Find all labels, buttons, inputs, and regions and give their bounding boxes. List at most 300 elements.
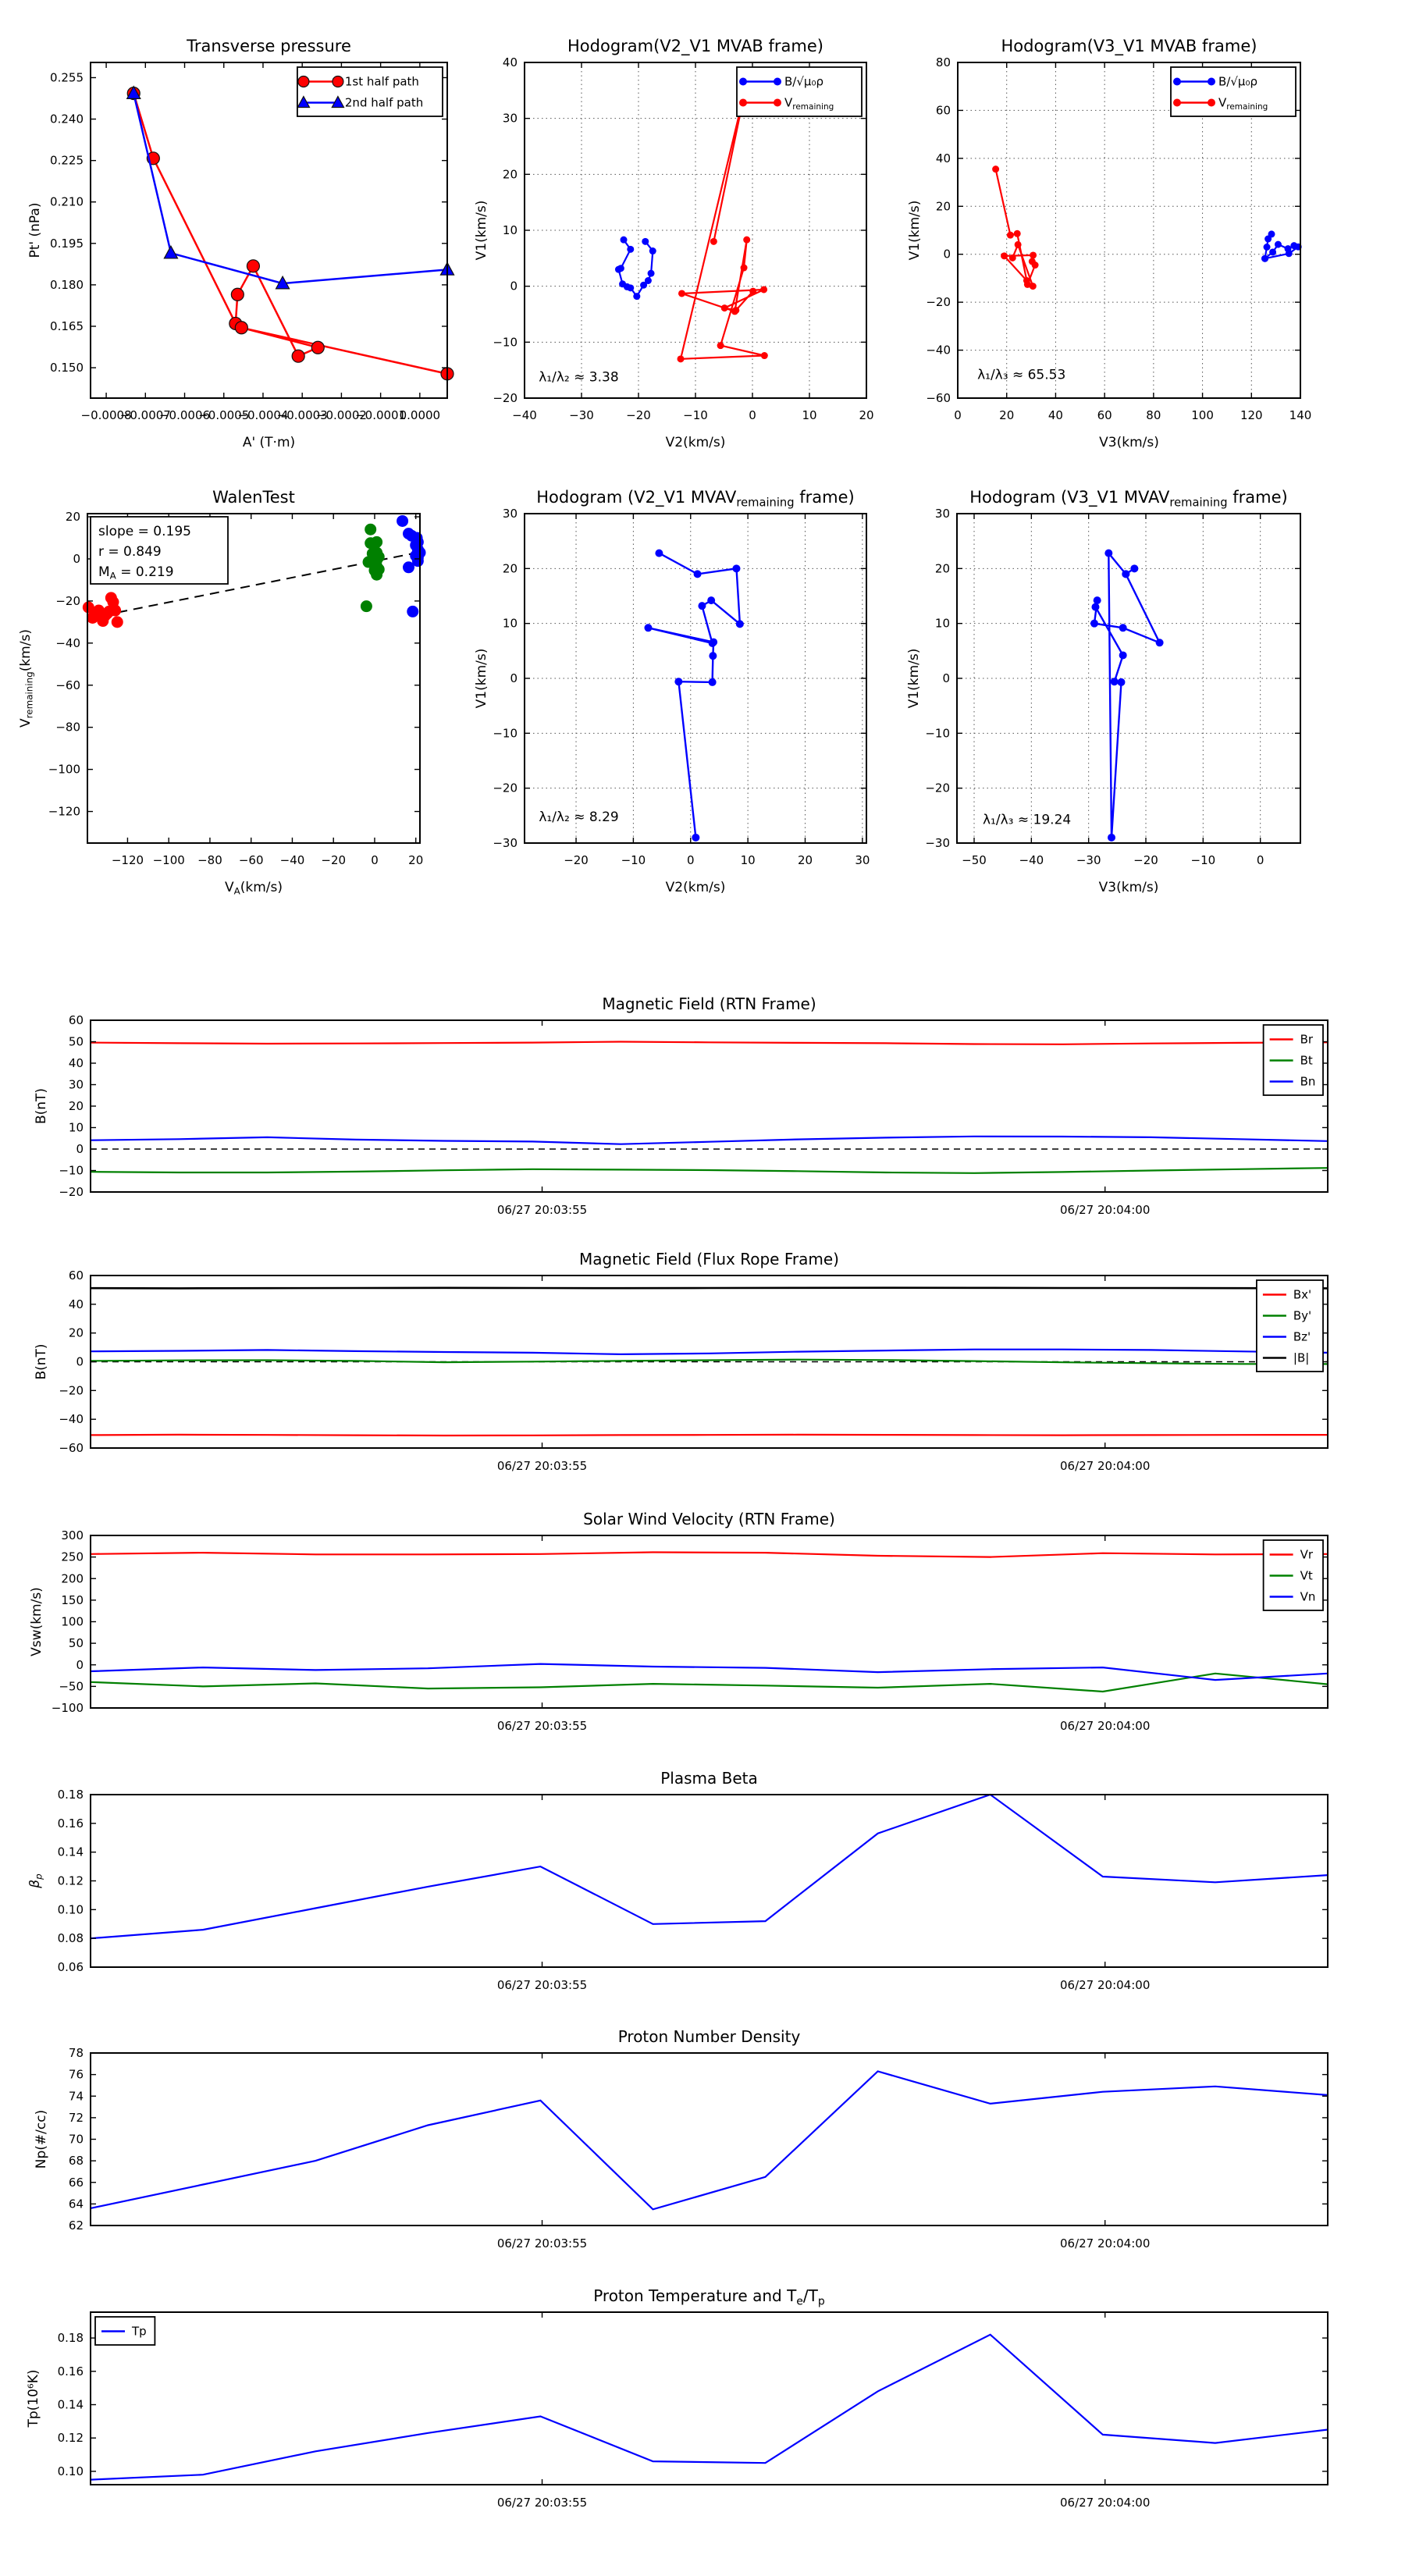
chart-hodogram-v3v1-mvab — [907, 37, 1311, 450]
y-tick-label: −40 — [59, 1412, 84, 1427]
x-tick-label: 06/27 20:03:55 — [496, 1719, 588, 1733]
marker-dot — [698, 602, 706, 610]
chart-title: Solar Wind Velocity (RTN Frame) — [583, 1510, 835, 1528]
y-tick-label: 30 — [502, 507, 518, 521]
chart-proton-temperature — [26, 2286, 1328, 2510]
marker-dot — [1208, 78, 1215, 86]
marker-dot — [615, 266, 622, 273]
x-tick-label: −0.0002 — [315, 408, 367, 422]
marker-dot — [743, 237, 750, 244]
marker-dot — [648, 270, 655, 277]
series-line — [91, 1674, 1328, 1692]
y-tick-label: 0.12 — [57, 2431, 84, 2446]
series-V-remaining-path — [644, 550, 743, 841]
chart-mf-fluxrope — [34, 1250, 1328, 1473]
x-tick-label: −100 — [152, 853, 185, 867]
series-line — [91, 2072, 1328, 2210]
marker-dot — [1156, 639, 1164, 646]
stats-box — [91, 517, 228, 584]
legend-label: Br — [1300, 1032, 1314, 1047]
marker-dot — [642, 238, 649, 245]
series-line — [91, 1137, 1328, 1144]
y-tick-label: 0 — [510, 279, 518, 294]
y-tick-label: 10 — [502, 223, 518, 237]
marker-circle — [231, 288, 244, 301]
legend — [1264, 1025, 1323, 1095]
marker-dot — [732, 564, 740, 572]
series-line — [91, 1435, 1328, 1436]
series-V-remaining — [678, 84, 768, 363]
legend — [1264, 1540, 1323, 1610]
axis-ticks — [91, 2053, 1328, 2226]
y-tick-label: −20 — [493, 391, 518, 405]
y-tick-label: 20 — [502, 561, 518, 576]
y-tick-label: −80 — [55, 720, 80, 735]
y-tick-label: 76 — [68, 2067, 84, 2082]
y-axis-label: Np(#/cc) — [34, 2109, 49, 2169]
x-tick-label: 06/27 20:03:55 — [496, 2496, 588, 2510]
marker-dot — [1208, 99, 1215, 107]
marker-dot — [694, 570, 702, 578]
series-first-interval — [83, 592, 123, 628]
y-tick-label: 80 — [935, 55, 951, 69]
marker-dot — [112, 616, 123, 628]
y-tick-label: 300 — [61, 1528, 84, 1542]
y-tick-label: −100 — [48, 762, 80, 777]
legend-label: 1st half path — [344, 74, 419, 89]
legend-label: B/√μ₀ρ — [784, 74, 823, 89]
marker-dot — [1009, 254, 1016, 262]
marker-dot — [1275, 241, 1282, 248]
marker-dot — [361, 600, 372, 612]
y-tick-label: 0 — [942, 671, 950, 685]
marker-dot — [721, 304, 728, 311]
marker-dot — [1030, 251, 1037, 258]
x-tick-label: 06/27 20:04:00 — [1060, 1719, 1151, 1733]
chart-proton-density — [34, 2027, 1328, 2250]
marker-dot — [627, 246, 634, 253]
chart-hodogram-v2v1-mvab — [474, 37, 874, 450]
y-tick-label: 40 — [68, 1297, 84, 1311]
marker-dot — [621, 237, 628, 244]
y-tick-label: 0.18 — [57, 2331, 84, 2346]
y-tick-label: 0.210 — [50, 194, 84, 209]
y-tick-label: 0.195 — [50, 236, 84, 251]
marker-dot — [1264, 236, 1272, 243]
marker-dot — [678, 290, 685, 297]
marker-dot — [1094, 596, 1101, 604]
x-tick-label: −20 — [626, 408, 651, 422]
y-tick-label: −20 — [59, 1185, 84, 1199]
chart-title: Magnetic Field (Flux Rope Frame) — [579, 1250, 839, 1268]
marker-dot — [644, 624, 652, 632]
legend-label: $V_{remaining}$ — [784, 95, 834, 112]
y-tick-label: 70 — [68, 2132, 84, 2147]
x-tick-label: −0.0004 — [237, 408, 289, 422]
marker-dot — [709, 652, 717, 660]
y-tick-label: −60 — [55, 678, 80, 692]
series-V-remaining — [992, 165, 1038, 290]
series-line — [996, 169, 1036, 286]
x-tick-label: 06/27 20:04:00 — [1060, 1978, 1151, 1992]
y-tick-label: 20 — [502, 167, 518, 182]
y-tick-label: 50 — [68, 1636, 84, 1651]
x-tick-label: −40 — [512, 408, 537, 422]
y-tick-label: 50 — [68, 1034, 84, 1049]
y-axis-label: $\beta_p$ — [27, 1873, 44, 1888]
y-tick-label: 150 — [61, 1592, 84, 1607]
marker-dot — [1091, 603, 1099, 611]
y-tick-label: −10 — [925, 726, 950, 741]
y-axis-label: Vsw(km/s) — [29, 1587, 44, 1656]
x-tick-label: −40 — [279, 853, 305, 867]
marker-dot — [1264, 244, 1271, 251]
x-tick-label: −10 — [683, 408, 708, 422]
series-Bx-prime — [91, 1435, 1328, 1436]
x-axis-label: V2(km/s) — [665, 880, 726, 895]
series-last-interval — [397, 515, 425, 617]
marker-dot — [627, 284, 634, 291]
marker-dot — [371, 536, 382, 548]
series-Bz-prime — [91, 1350, 1328, 1354]
x-tick-label: 40 — [1048, 408, 1063, 422]
y-tick-label: 0.255 — [50, 70, 84, 85]
series-Vn — [91, 1664, 1328, 1681]
chart-title: Hodogram(V2_V1 MVAB frame) — [567, 37, 823, 55]
marker-dot — [655, 550, 663, 557]
y-tick-label: 0.12 — [57, 1873, 84, 1888]
series-line — [133, 94, 447, 284]
x-tick-label: −20 — [321, 853, 347, 867]
chart-walen-test — [18, 488, 426, 897]
y-tick-label: 78 — [68, 2046, 84, 2060]
marker-circle — [292, 350, 304, 362]
x-axis-label: A' (T·m) — [242, 435, 296, 450]
chart-title: Magnetic Field (RTN Frame) — [602, 994, 816, 1013]
y-tick-label: −40 — [926, 343, 951, 358]
marker-dot — [1090, 620, 1098, 628]
marker-dot — [1286, 250, 1293, 257]
marker-dot — [1173, 99, 1181, 107]
x-tick-label: 10 — [740, 853, 756, 867]
y-tick-label: 72 — [68, 2110, 84, 2125]
x-tick-label: 06/27 20:03:55 — [496, 1203, 588, 1217]
y-tick-label: 30 — [502, 111, 518, 126]
x-tick-label: −10 — [1190, 853, 1216, 867]
legend-label: $V_{remaining}$ — [1218, 95, 1268, 112]
x-tick-label: 0 — [954, 408, 962, 422]
marker-dot — [1269, 248, 1276, 255]
stats-line: r = 0.849 — [98, 544, 162, 560]
series-Vt — [91, 1674, 1328, 1692]
x-tick-label: 10 — [802, 408, 817, 422]
marker-dot — [1122, 570, 1129, 578]
y-tick-label: 60 — [68, 1268, 84, 1283]
x-tick-label: 06/27 20:03:55 — [496, 1459, 588, 1473]
lambda-annotation: λ₁/λ₂ ≈ 3.38 — [539, 369, 619, 386]
x-tick-label: −0.0005 — [198, 408, 250, 422]
marker-circle — [333, 76, 343, 87]
y-axis-label: $V_{remaining}(km/s)$ — [18, 629, 35, 728]
y-tick-label: 0.240 — [50, 112, 84, 126]
y-tick-label: 0.14 — [57, 2397, 84, 2412]
y-tick-label: 62 — [68, 2218, 84, 2233]
marker-dot — [1014, 230, 1021, 237]
axes-frame — [91, 1795, 1328, 1967]
series-Bn — [91, 1137, 1328, 1144]
marker-circle — [235, 322, 247, 334]
x-tick-label: −20 — [564, 853, 589, 867]
marker-dot — [371, 569, 382, 581]
chart-hodogram-v3v1-mvav — [906, 488, 1300, 895]
marker-dot — [407, 606, 418, 617]
legend-label: Vn — [1300, 1589, 1316, 1604]
y-tick-label: −30 — [493, 836, 518, 850]
y-tick-label: 0.225 — [50, 153, 84, 168]
y-tick-label: 250 — [61, 1550, 84, 1564]
marker-dot — [1032, 262, 1039, 269]
y-tick-label: 100 — [61, 1614, 84, 1629]
marker-dot — [365, 524, 376, 535]
legend-label: Bt — [1300, 1053, 1313, 1068]
chart-title: Hodogram (V3_V1 $MVAV_{remaining}$ frame) — [969, 488, 1288, 510]
x-tick-label: −0.0001 — [355, 408, 407, 422]
series-line — [133, 94, 447, 374]
y-tick-label: 0 — [510, 671, 518, 685]
y-tick-label: 20 — [68, 1099, 84, 1113]
lambda-annotation: λ₁/λ₃ ≈ 65.53 — [977, 367, 1066, 383]
y-tick-label: 20 — [935, 199, 951, 214]
marker-circle — [247, 260, 259, 272]
marker-dot — [1119, 624, 1127, 632]
axes-frame — [91, 1535, 1328, 1708]
chart-title: Transverse pressure — [187, 37, 351, 55]
y-tick-label: 40 — [935, 151, 951, 165]
x-tick-label: 0.0000 — [399, 408, 441, 422]
y-tick-label: 60 — [935, 103, 951, 118]
y-tick-label: 40 — [502, 55, 518, 69]
y-tick-label: 0.10 — [57, 2464, 84, 2478]
y-tick-label: −100 — [51, 1701, 84, 1715]
series-Bt — [91, 1168, 1328, 1173]
marker-dot — [774, 78, 781, 86]
series-line — [681, 87, 764, 359]
y-tick-label: 0 — [76, 1657, 84, 1672]
x-tick-label: −40 — [1019, 853, 1044, 867]
chart-title: Proton Number Density — [617, 2027, 801, 2046]
x-tick-label: 60 — [1097, 408, 1112, 422]
x-tick-label: −0.0008 — [80, 408, 132, 422]
legend-label: By' — [1293, 1308, 1312, 1323]
y-tick-label: 0 — [73, 551, 80, 566]
marker-dot — [1117, 678, 1125, 686]
legend-label: Vt — [1300, 1568, 1313, 1583]
y-tick-label: 20 — [65, 510, 80, 525]
x-tick-label: −0.0003 — [276, 408, 328, 422]
y-tick-label: 0.14 — [57, 1845, 84, 1859]
x-tick-label: −80 — [197, 853, 222, 867]
y-tick-label: 0.18 — [57, 1788, 84, 1802]
y-tick-label: −20 — [925, 781, 950, 795]
series-line — [91, 1795, 1328, 1938]
x-tick-label: 06/27 20:04:00 — [1060, 2496, 1151, 2510]
y-tick-label: −20 — [55, 593, 80, 608]
legend — [737, 67, 862, 116]
x-tick-label: 0 — [1256, 853, 1264, 867]
chart-vsw-rtn — [29, 1510, 1328, 1733]
marker-dot — [741, 265, 748, 272]
y-tick-label: 0.16 — [57, 2364, 84, 2379]
marker-dot — [1030, 283, 1037, 290]
y-tick-label: 0 — [943, 247, 951, 262]
series-V-remaining-path — [1090, 550, 1164, 841]
x-tick-label: −0.0006 — [158, 408, 211, 422]
series-middle-interval — [361, 524, 385, 612]
x-tick-label: 20 — [999, 408, 1015, 422]
y-tick-label: 0 — [76, 1142, 84, 1156]
series-line — [91, 1042, 1328, 1044]
marker-dot — [649, 247, 656, 254]
y-tick-label: 10 — [934, 616, 950, 631]
legend — [1257, 1280, 1323, 1372]
y-tick-label: −40 — [55, 635, 80, 650]
marker-dot — [736, 620, 744, 628]
x-tick-label: −30 — [569, 408, 594, 422]
legend — [95, 2317, 155, 2345]
x-tick-label: −20 — [1133, 853, 1158, 867]
y-axis-label: Tp(10⁶K) — [26, 2369, 41, 2428]
y-tick-label: 30 — [934, 507, 950, 521]
marker-dot — [774, 99, 781, 107]
x-tick-label: 0 — [371, 853, 379, 867]
lambda-annotation: λ₁/λ₂ ≈ 8.29 — [539, 809, 619, 825]
x-tick-label: 100 — [1191, 408, 1214, 422]
marker-dot — [710, 639, 717, 646]
series-line — [91, 2335, 1328, 2480]
y-axis-label: V1(km/s) — [474, 200, 489, 261]
series-B-normalized — [615, 237, 656, 300]
stats-line: $M_A = 0.219$ — [98, 564, 174, 582]
x-tick-label: −120 — [111, 853, 144, 867]
legend-label: Bx' — [1293, 1287, 1312, 1302]
marker-circle — [298, 76, 309, 87]
series-line — [91, 1168, 1328, 1173]
marker-dot — [692, 834, 699, 841]
marker-dot — [1173, 78, 1181, 86]
legend-label: Vr — [1300, 1547, 1314, 1562]
y-tick-label: −60 — [59, 1441, 84, 1455]
marker-dot — [739, 99, 747, 107]
series-line — [1094, 553, 1160, 838]
marker-dot — [992, 165, 999, 173]
x-tick-label: −50 — [962, 853, 987, 867]
x-tick-label: 06/27 20:04:00 — [1060, 2236, 1151, 2250]
legend-label: |B| — [1293, 1350, 1310, 1365]
legend-label: Bz' — [1293, 1329, 1311, 1344]
x-tick-label: −0.0007 — [119, 408, 171, 422]
marker-circle — [311, 341, 324, 354]
y-tick-label: −20 — [59, 1383, 84, 1398]
legend — [1171, 67, 1296, 116]
marker-dot — [403, 561, 414, 573]
marker-dot — [749, 288, 756, 295]
grid — [525, 514, 866, 843]
x-axis-label: V3(km/s) — [1099, 435, 1159, 450]
y-tick-label: −120 — [48, 804, 80, 819]
y-tick-label: 10 — [68, 1120, 84, 1135]
y-axis-label: V1(km/s) — [474, 648, 489, 709]
marker-dot — [1108, 834, 1115, 841]
x-tick-label: 0 — [686, 853, 695, 867]
axes-frame — [91, 2053, 1328, 2226]
y-tick-label: 20 — [934, 561, 950, 576]
x-tick-label: 30 — [855, 853, 870, 867]
marker-dot — [678, 355, 685, 362]
chart-mf-rtn — [34, 994, 1328, 1217]
y-tick-label: 0.08 — [57, 1931, 84, 1946]
chart-title: Plasma Beta — [660, 1769, 758, 1788]
x-tick-label: −60 — [238, 853, 264, 867]
lambda-annotation: λ₁/λ₃ ≈ 19.24 — [983, 812, 1072, 828]
legend-label: 2nd half path — [344, 95, 424, 110]
y-tick-label: 68 — [68, 2154, 84, 2169]
marker-dot — [739, 78, 747, 86]
x-axis-label: $V_A(km/s)$ — [224, 880, 283, 897]
x-tick-label: −30 — [1076, 853, 1101, 867]
series-line — [91, 1288, 1328, 1289]
marker-dot — [761, 352, 768, 359]
series-Np — [91, 2072, 1328, 2210]
y-tick-label: −20 — [926, 295, 951, 310]
marker-dot — [645, 277, 652, 284]
x-tick-label: 140 — [1289, 408, 1312, 422]
marker-dot — [1130, 564, 1138, 572]
chart-transverse-pressure — [27, 37, 454, 450]
series-beta-p — [91, 1795, 1328, 1938]
marker-dot — [1015, 241, 1022, 248]
legend-label: Tp — [132, 2324, 147, 2339]
x-tick-label: −10 — [621, 853, 646, 867]
x-tick-label: 80 — [1146, 408, 1161, 422]
x-axis-label: V3(km/s) — [1098, 880, 1159, 895]
marker-dot — [674, 678, 682, 685]
marker-dot — [1001, 252, 1008, 259]
y-axis-label: V1(km/s) — [907, 200, 923, 261]
axes-frame — [91, 1020, 1328, 1192]
y-axis-label: V1(km/s) — [906, 648, 922, 709]
marker-dot — [709, 678, 717, 686]
marker-dot — [397, 515, 408, 527]
marker-dot — [1111, 678, 1119, 685]
chart-plasma-beta — [27, 1769, 1328, 1992]
x-tick-label: 120 — [1240, 408, 1263, 422]
chart-title: Proton Temperature and $T_e/T_p$ — [593, 2286, 825, 2308]
grid — [957, 514, 1300, 843]
marker-dot — [760, 286, 767, 293]
y-tick-label: 60 — [68, 1013, 84, 1027]
x-tick-label: 06/27 20:03:55 — [496, 2236, 588, 2250]
y-tick-label: 0.150 — [50, 361, 84, 375]
y-tick-label: 66 — [68, 2175, 84, 2190]
chart-title: Hodogram(V3_V1 MVAB frame) — [1001, 37, 1257, 55]
y-tick-label: 40 — [68, 1056, 84, 1070]
marker-dot — [710, 238, 717, 245]
y-tick-label: 0.16 — [57, 1816, 84, 1831]
y-tick-label: 0.165 — [50, 318, 84, 333]
y-tick-label: −20 — [493, 781, 518, 795]
y-tick-label: −10 — [59, 1163, 84, 1178]
x-tick-label: 20 — [408, 853, 424, 867]
